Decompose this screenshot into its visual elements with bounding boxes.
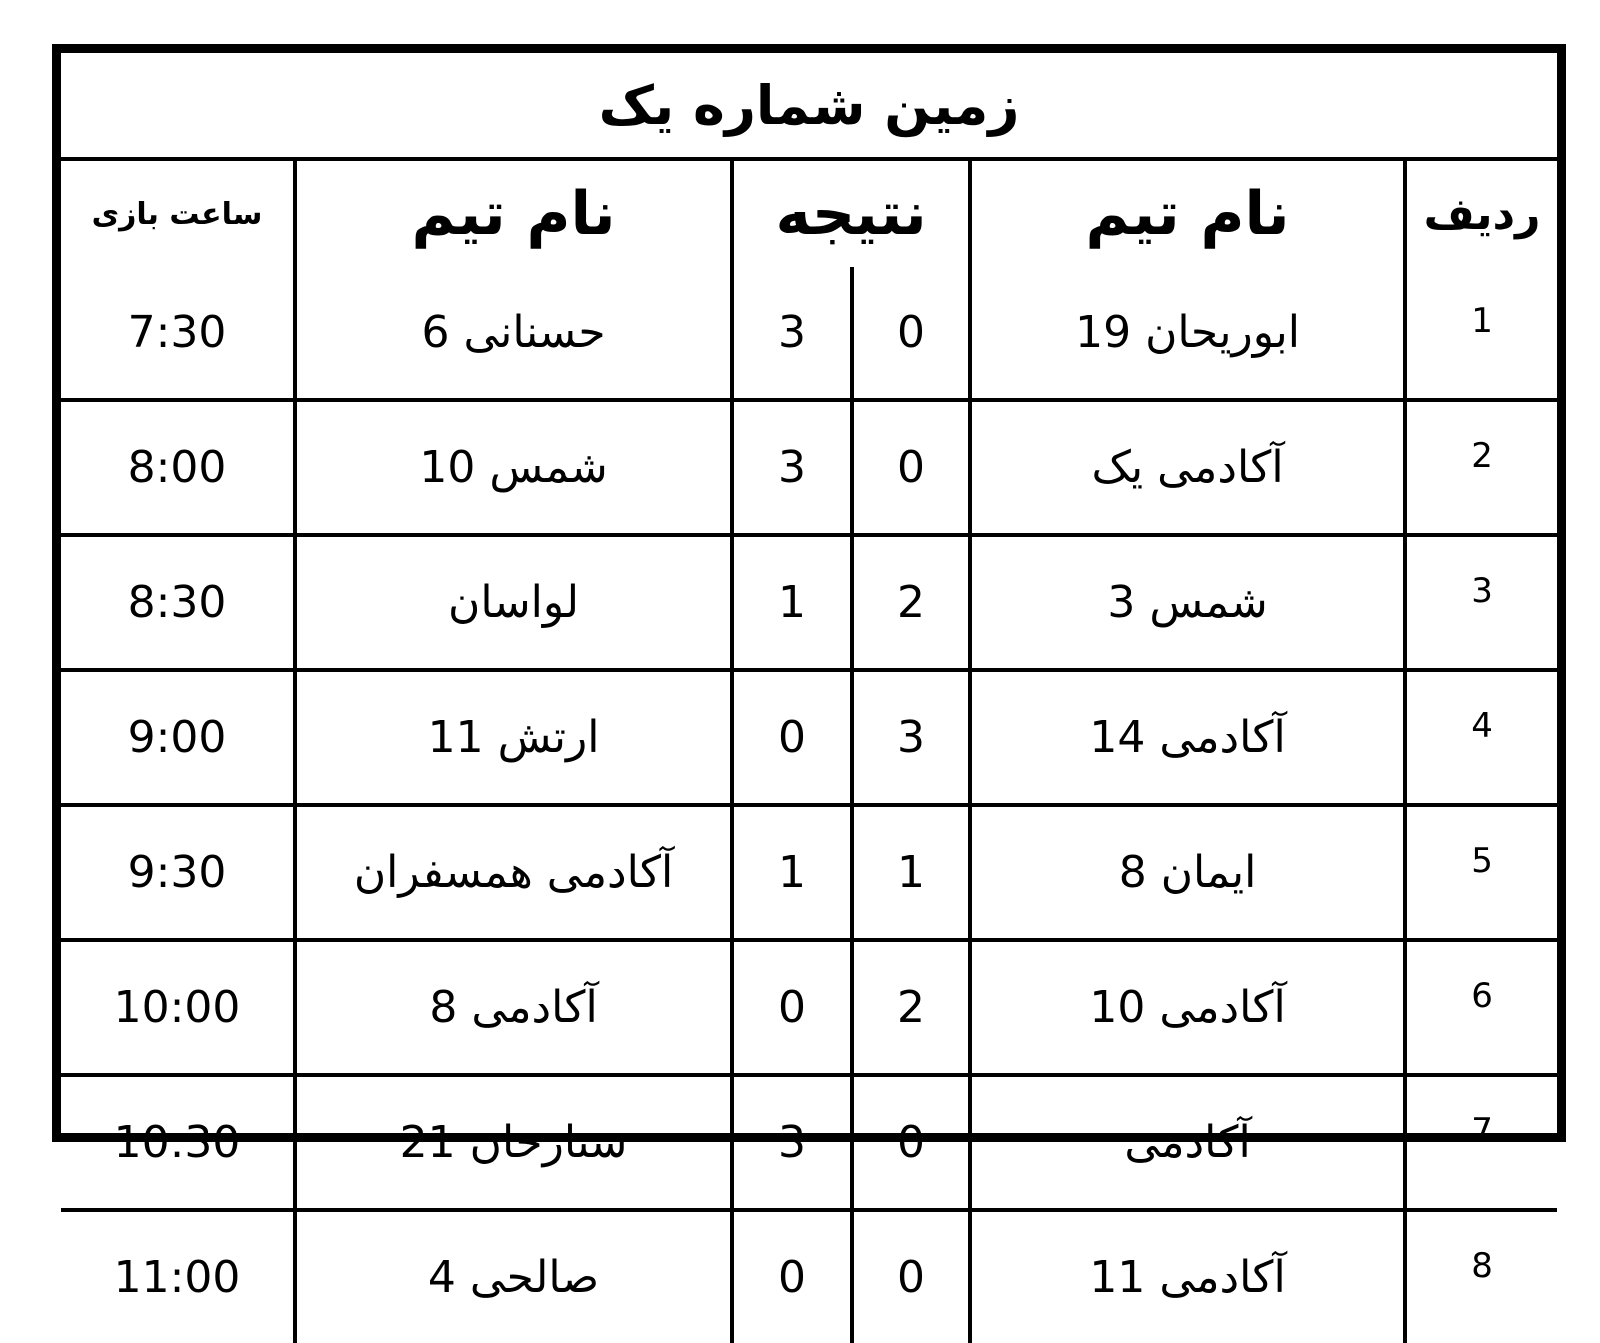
table-row <box>61 400 1557 535</box>
score-2-cell: 1 <box>732 535 852 670</box>
header-row-number: ردیف <box>1405 159 1557 267</box>
row-number-cell: 7 <box>1405 1075 1557 1210</box>
team-2-cell: حسنانی 6 <box>295 267 732 400</box>
score-2-cell: 0 <box>732 670 852 805</box>
table-row <box>61 267 1557 400</box>
table-row <box>61 940 1557 1075</box>
score-1-cell: 0 <box>852 400 970 535</box>
score-2-cell: 0 <box>732 1210 852 1343</box>
time-cell: 10:00 <box>61 940 295 1075</box>
score-2-cell: 1 <box>732 805 852 940</box>
header-result: نتیجه <box>732 159 970 267</box>
score-1-cell: 2 <box>852 535 970 670</box>
time-cell: 9:00 <box>61 670 295 805</box>
score-1-cell: 0 <box>852 1210 970 1343</box>
team-1-cell: آکادمی یک <box>970 400 1405 535</box>
team-2-cell: ارتش 11 <box>295 670 732 805</box>
team-1-cell: ابوریحان 19 <box>970 267 1405 400</box>
row-number-cell: 3 <box>1405 535 1557 670</box>
schedule-frame <box>52 44 1566 1303</box>
table-row <box>61 1075 1557 1210</box>
score-2-cell: 0 <box>732 940 852 1075</box>
match-rows <box>61 267 1557 1343</box>
table-row <box>61 535 1557 670</box>
team-1-cell: آکادمی 14 <box>970 670 1405 805</box>
team-1-cell: شمس 3 <box>970 535 1405 670</box>
time-cell: 11:00 <box>61 1210 295 1343</box>
header-team-2: نام تیم <box>295 159 732 267</box>
score-1-cell: 2 <box>852 940 970 1075</box>
team-2-cell: آکادمی همسفران <box>295 805 732 940</box>
score-2-cell: 3 <box>732 1075 852 1210</box>
row-number-cell: 5 <box>1405 805 1557 940</box>
schedule-table <box>61 53 1557 1343</box>
table-row <box>61 805 1557 940</box>
header-time: ساعت بازی <box>61 159 295 267</box>
team-1-cell: آکادمی <box>970 1075 1405 1210</box>
time-cell: 10:30 <box>61 1075 295 1210</box>
time-cell: 9:30 <box>61 805 295 940</box>
score-2-cell: 3 <box>732 400 852 535</box>
table-title: زمین شماره یک <box>61 53 1557 159</box>
team-1-cell: آکادمی 11 <box>970 1210 1405 1343</box>
time-cell: 7:30 <box>61 267 295 400</box>
row-number-cell: 4 <box>1405 670 1557 805</box>
time-cell: 8:00 <box>61 400 295 535</box>
header-team-1: نام تیم <box>970 159 1405 267</box>
row-number-cell: 6 <box>1405 940 1557 1075</box>
team-1-cell: آکادمی 10 <box>970 940 1405 1075</box>
row-number-cell: 2 <box>1405 400 1557 535</box>
table-row <box>61 1210 1557 1343</box>
score-1-cell: 1 <box>852 805 970 940</box>
row-number-cell: 1 <box>1405 267 1557 400</box>
team-1-cell: ایمان 8 <box>970 805 1405 940</box>
team-2-cell: لواسان <box>295 535 732 670</box>
score-1-cell: 3 <box>852 670 970 805</box>
time-cell: 8:30 <box>61 535 295 670</box>
score-2-cell: 3 <box>732 267 852 400</box>
team-2-cell: صالحی 4 <box>295 1210 732 1343</box>
row-number-cell: 8 <box>1405 1210 1557 1343</box>
team-2-cell: شمس 10 <box>295 400 732 535</box>
score-1-cell: 0 <box>852 267 970 400</box>
table-row <box>61 670 1557 805</box>
header-row <box>61 159 1557 267</box>
score-1-cell: 0 <box>852 1075 970 1210</box>
team-2-cell: ستارخان 21 <box>295 1075 732 1210</box>
team-2-cell: آکادمی 8 <box>295 940 732 1075</box>
